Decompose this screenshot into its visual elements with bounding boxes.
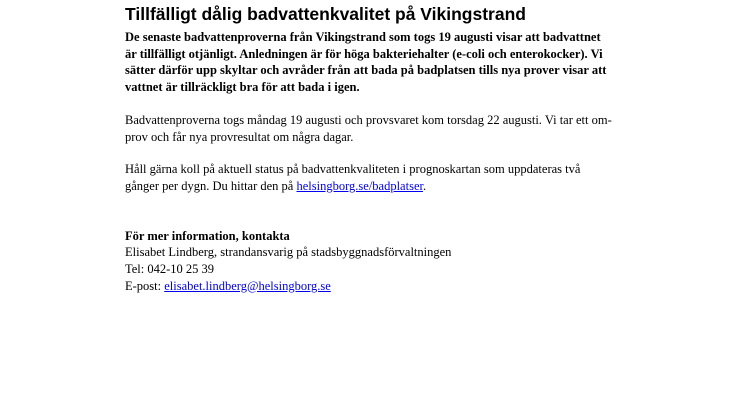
paragraph-line: prov och får nya provresultat om några dagar.: [125, 129, 354, 144]
lead-line: De senaste badvattenproverna från Vikingstrand som togs 19 augusti visar att badvattnet: [125, 30, 601, 44]
status-paragraph: [125, 161, 655, 194]
paragraph-line: [125, 178, 655, 195]
badplatser-link[interactable]: helsingborg.se/badplatser: [296, 178, 423, 193]
contact-phone: Tel: 042-10 25 39: [125, 262, 215, 277]
contact-email-line: [125, 278, 655, 295]
paragraph-line: Håll gärna koll på aktuell status på badvattenkvaliteten i prognoskartan som uppdateras två: [125, 162, 581, 177]
paragraph-text: .: [422, 178, 427, 193]
email-label: E-post:: [125, 278, 165, 293]
lead-paragraph: [125, 29, 655, 96]
page-title: Tillfälligt dålig badvattenkvalitet på Vikingstrand: [125, 4, 526, 24]
lead-line: är tillfälligt otjänligt. Anledningen är för höga bakteriehalter (e-coli och enterokocker). Vi: [125, 46, 603, 61]
contact-heading: För mer information, kontakta: [125, 228, 290, 243]
contact-block: [125, 228, 655, 295]
lead-line: vattnet är tillräckligt bra för att bada i igen.: [125, 80, 360, 95]
contact-name-role: Elisabet Lindberg, strandansvarig på stadsbyggnadsförvaltningen: [125, 245, 452, 260]
paragraph-line: Badvattenproverna togs måndag 19 augusti och provsvaret kom torsdag 22 augusti. Vi tar ett om-: [125, 112, 612, 127]
sampling-paragraph: [125, 112, 655, 145]
document: [125, 4, 655, 294]
paragraph-text: gånger per dygn. Du hittar den på: [125, 178, 297, 193]
email-link[interactable]: elisabet.lindberg@helsingborg.se: [164, 278, 331, 293]
lead-line: sätter därför upp skyltar och avråder från att bada på badplatsen tills nya prover visar att: [125, 63, 607, 78]
